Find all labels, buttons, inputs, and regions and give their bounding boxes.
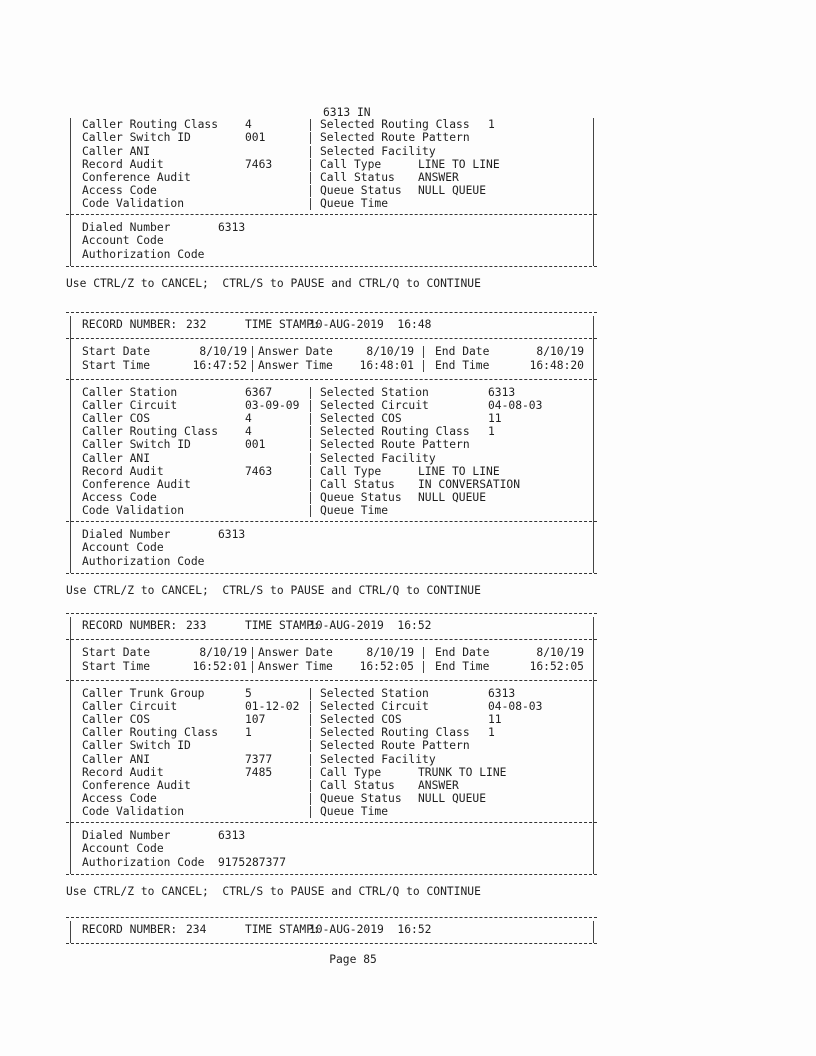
- caller-field-label: Caller Routing Class: [82, 726, 219, 740]
- column-separator: [252, 360, 253, 372]
- date-label: End Date: [435, 345, 490, 358]
- caller-field-label: Conference Audit: [82, 477, 191, 491]
- selected-field-label: Selected Facility: [320, 144, 436, 158]
- selected-field-value: 1: [488, 726, 495, 740]
- caller-field-label: Code Validation: [82, 503, 185, 517]
- column-separator: [310, 767, 311, 779]
- selected-field-label: Queue Time: [320, 804, 389, 818]
- code-label: Account Code: [82, 541, 164, 555]
- code-value: 6313: [218, 221, 246, 234]
- continuation-text: 6313 IN: [323, 106, 371, 120]
- record-top-divider: [66, 312, 597, 313]
- date-value: 16:52:05: [529, 659, 584, 673]
- timestamp-label: TIME STAMP:: [245, 923, 320, 936]
- selected-field-value: NULL QUEUE: [418, 791, 487, 805]
- column-separator: [310, 426, 311, 438]
- pause-cancel-prompt: Use CTRL/Z to CANCEL; CTRL/S to PAUSE and CTRL/Q to CONTINUE: [66, 277, 481, 290]
- pause-cancel-prompt: Use CTRL/Z to CANCEL; CTRL/S to PAUSE and CTRL/Q to CONTINUE: [66, 584, 481, 597]
- selected-field-label: Selected Route Pattern: [320, 438, 470, 452]
- timestamp-value: 10-AUG-2019 16:52: [309, 619, 432, 632]
- record-number-label: RECORD NUMBER:: [82, 923, 178, 936]
- selected-field-label: Call Type: [320, 765, 382, 779]
- caller-field-label: Record Audit: [82, 765, 164, 779]
- column-separator: [310, 119, 311, 131]
- selected-field-label: Call Type: [320, 157, 382, 171]
- caller-field-value: 107: [245, 713, 266, 727]
- code-label: Account Code: [82, 842, 164, 856]
- date-value: 8/10/19: [199, 345, 247, 358]
- selected-field-value: 1: [488, 425, 495, 439]
- column-separator: [310, 505, 311, 517]
- column-separator: [310, 439, 311, 451]
- column-separator: [310, 479, 311, 491]
- caller-field-value: 01-12-02: [245, 700, 300, 714]
- date-value: 16:47:52: [192, 358, 247, 372]
- column-separator: [310, 453, 311, 465]
- column-separator: [310, 413, 311, 425]
- selected-field-value: ANSWER: [418, 778, 459, 792]
- selected-field-value: 11: [488, 713, 502, 727]
- code-value: 9175287377: [218, 855, 287, 869]
- code-label: Authorization Code: [82, 855, 205, 869]
- caller-field-value: 6367: [245, 386, 273, 399]
- caller-field-label: Record Audit: [82, 157, 164, 171]
- caller-field-value: 7463: [245, 464, 273, 478]
- selected-field-value: 6313: [488, 386, 516, 399]
- caller-field-value: 1: [245, 726, 252, 740]
- selected-field-label: Selected COS: [320, 713, 402, 727]
- left-border: [70, 921, 71, 943]
- left-border: [70, 617, 71, 874]
- column-separator: [310, 492, 311, 504]
- header-divider: [66, 338, 597, 339]
- left-border: [70, 118, 71, 266]
- selected-field-label: Selected Station: [320, 687, 429, 700]
- dates-divider: [66, 379, 597, 380]
- caller-field-label: Caller Circuit: [82, 700, 178, 714]
- caller-field-value: 03-09-09: [245, 399, 300, 413]
- caller-field-value: 7485: [245, 765, 273, 779]
- caller-field-label: Caller ANI: [82, 451, 151, 465]
- column-separator: [310, 701, 311, 713]
- caller-field-label: Caller COS: [82, 412, 151, 426]
- column-separator: [310, 727, 311, 739]
- selected-field-label: Selected COS: [320, 412, 402, 426]
- caller-field-value: 4: [245, 412, 252, 426]
- column-separator: [310, 172, 311, 184]
- selected-field-value: 1: [488, 118, 495, 132]
- caller-field-label: Caller COS: [82, 713, 151, 727]
- right-border: [593, 316, 594, 573]
- date-label: Start Date: [82, 345, 151, 358]
- column-separator: [310, 132, 311, 144]
- caller-field-label: Caller ANI: [82, 144, 151, 158]
- selected-field-value: 04-08-03: [488, 700, 543, 714]
- selected-field-label: Selected Routing Class: [320, 118, 470, 132]
- caller-field-label: Record Audit: [82, 464, 164, 478]
- code-value: 6313: [218, 829, 246, 842]
- date-value: 16:52:05: [359, 659, 414, 673]
- date-value: 8/10/19: [536, 646, 584, 659]
- selected-field-value: NULL QUEUE: [418, 183, 487, 197]
- column-separator: [252, 661, 253, 673]
- code-label: Dialed Number: [82, 221, 171, 234]
- column-separator: [310, 740, 311, 752]
- caller-field-value: 7463: [245, 157, 273, 171]
- selected-field-value: NULL QUEUE: [418, 490, 487, 504]
- timestamp-label: TIME STAMP:: [245, 619, 320, 632]
- column-separator: [423, 346, 424, 358]
- caller-field-label: Access Code: [82, 490, 157, 504]
- caller-field-label: Caller Routing Class: [82, 425, 219, 439]
- column-separator: [310, 146, 311, 158]
- caller-field-label: Caller Switch ID: [82, 131, 191, 145]
- record-bottom-divider: [66, 573, 597, 574]
- column-separator: [310, 793, 311, 805]
- column-separator: [310, 198, 311, 210]
- selected-field-label: Selected Routing Class: [320, 425, 470, 439]
- fields-divider: [66, 822, 597, 823]
- column-separator: [310, 400, 311, 412]
- column-separator: [423, 661, 424, 673]
- column-separator: [310, 780, 311, 792]
- pause-cancel-prompt: Use CTRL/Z to CANCEL; CTRL/S to PAUSE and CTRL/Q to CONTINUE: [66, 885, 481, 898]
- date-label: End Date: [435, 646, 490, 659]
- date-label: Start Date: [82, 646, 151, 659]
- column-separator: [310, 806, 311, 818]
- fields-divider: [66, 214, 597, 215]
- column-separator: [310, 159, 311, 171]
- caller-field-label: Caller ANI: [82, 752, 151, 766]
- selected-field-label: Queue Status: [320, 791, 402, 805]
- column-separator: [310, 714, 311, 726]
- caller-field-label: Caller Trunk Group: [82, 687, 205, 700]
- record-number: 232: [186, 318, 207, 331]
- column-separator: [310, 754, 311, 766]
- selected-field-label: Selected Route Pattern: [320, 131, 470, 145]
- right-border: [593, 921, 594, 943]
- selected-field-label: Selected Route Pattern: [320, 739, 470, 753]
- record-bottom-divider: [66, 266, 597, 267]
- record-number-label: RECORD NUMBER:: [82, 318, 178, 331]
- page-number: Page 85: [329, 953, 377, 966]
- caller-field-label: Access Code: [82, 791, 157, 805]
- code-label: Dialed Number: [82, 829, 171, 842]
- column-separator: [310, 466, 311, 478]
- code-label: Authorization Code: [82, 554, 205, 568]
- column-separator: [310, 688, 311, 700]
- record-top-divider: [66, 917, 597, 918]
- caller-field-value: 5: [245, 687, 252, 700]
- left-border: [70, 316, 71, 573]
- right-border: [593, 617, 594, 874]
- caller-field-value: 7377: [245, 752, 273, 766]
- code-label: Authorization Code: [82, 247, 205, 261]
- selected-field-label: Queue Status: [320, 490, 402, 504]
- date-value: 8/10/19: [366, 646, 414, 659]
- right-border: [593, 118, 594, 266]
- selected-field-label: Call Status: [320, 778, 395, 792]
- selected-field-label: Selected Facility: [320, 451, 436, 465]
- caller-field-label: Code Validation: [82, 804, 185, 818]
- record-number-label: RECORD NUMBER:: [82, 619, 178, 632]
- selected-field-label: Queue Time: [320, 196, 389, 210]
- date-label: Answer Time: [258, 358, 333, 372]
- caller-field-value: 001: [245, 131, 266, 145]
- selected-field-label: Queue Time: [320, 503, 389, 517]
- date-value: 16:48:20: [529, 358, 584, 372]
- header-divider: [66, 639, 597, 640]
- selected-field-label: Selected Circuit: [320, 399, 429, 413]
- caller-field-label: Caller Station: [82, 386, 178, 399]
- caller-field-value: 4: [245, 118, 252, 132]
- date-label: Start Time: [82, 358, 151, 372]
- selected-field-label: Call Status: [320, 170, 395, 184]
- selected-field-value: ANSWER: [418, 170, 459, 184]
- selected-field-value: 11: [488, 412, 502, 426]
- column-separator: [423, 360, 424, 372]
- date-value: 8/10/19: [536, 345, 584, 358]
- selected-field-value: IN CONVERSATION: [418, 477, 521, 491]
- date-label: Answer Time: [258, 659, 333, 673]
- timestamp-value: 10-AUG-2019 16:52: [309, 923, 432, 936]
- caller-field-label: Caller Switch ID: [82, 739, 191, 753]
- column-separator: [252, 346, 253, 358]
- caller-field-label: Conference Audit: [82, 170, 191, 184]
- header-divider: [66, 943, 597, 944]
- timestamp-label: TIME STAMP:: [245, 318, 320, 331]
- code-value: 6313: [218, 528, 246, 541]
- selected-field-value: LINE TO LINE: [418, 464, 500, 478]
- date-value: 16:48:01: [359, 358, 414, 372]
- code-label: Account Code: [82, 234, 164, 248]
- date-label: Answer Date: [258, 345, 333, 358]
- date-label: Start Time: [82, 659, 151, 673]
- record-bottom-divider: [66, 874, 597, 875]
- date-value: 16:52:01: [192, 659, 247, 673]
- record-top-divider: [66, 613, 597, 614]
- column-separator: [252, 647, 253, 659]
- caller-field-label: Caller Routing Class: [82, 118, 219, 132]
- caller-field-label: Caller Circuit: [82, 399, 178, 413]
- date-label: End Time: [435, 358, 490, 372]
- code-label: Dialed Number: [82, 528, 171, 541]
- selected-field-value: 04-08-03: [488, 399, 543, 413]
- caller-field-label: Caller Switch ID: [82, 438, 191, 452]
- selected-field-label: Selected Station: [320, 386, 429, 399]
- selected-field-label: Selected Circuit: [320, 700, 429, 714]
- selected-field-label: Call Type: [320, 464, 382, 478]
- date-value: 8/10/19: [366, 345, 414, 358]
- dates-divider: [66, 680, 597, 681]
- selected-field-label: Queue Status: [320, 183, 402, 197]
- timestamp-value: 10-AUG-2019 16:48: [309, 318, 432, 331]
- date-value: 8/10/19: [199, 646, 247, 659]
- date-label: Answer Date: [258, 646, 333, 659]
- caller-field-value: 4: [245, 425, 252, 439]
- caller-field-label: Code Validation: [82, 196, 185, 210]
- selected-field-label: Call Status: [320, 477, 395, 491]
- selected-field-value: TRUNK TO LINE: [418, 765, 507, 779]
- record-number: 234: [186, 923, 207, 936]
- caller-field-label: Access Code: [82, 183, 157, 197]
- selected-field-label: Selected Routing Class: [320, 726, 470, 740]
- caller-field-label: Conference Audit: [82, 778, 191, 792]
- record-number: 233: [186, 619, 207, 632]
- selected-field-label: Selected Facility: [320, 752, 436, 766]
- column-separator: [423, 647, 424, 659]
- fields-divider: [66, 521, 597, 522]
- column-separator: [310, 387, 311, 399]
- date-label: End Time: [435, 659, 490, 673]
- selected-field-value: LINE TO LINE: [418, 157, 500, 171]
- caller-field-value: 001: [245, 438, 266, 452]
- selected-field-value: 6313: [488, 687, 516, 700]
- column-separator: [310, 185, 311, 197]
